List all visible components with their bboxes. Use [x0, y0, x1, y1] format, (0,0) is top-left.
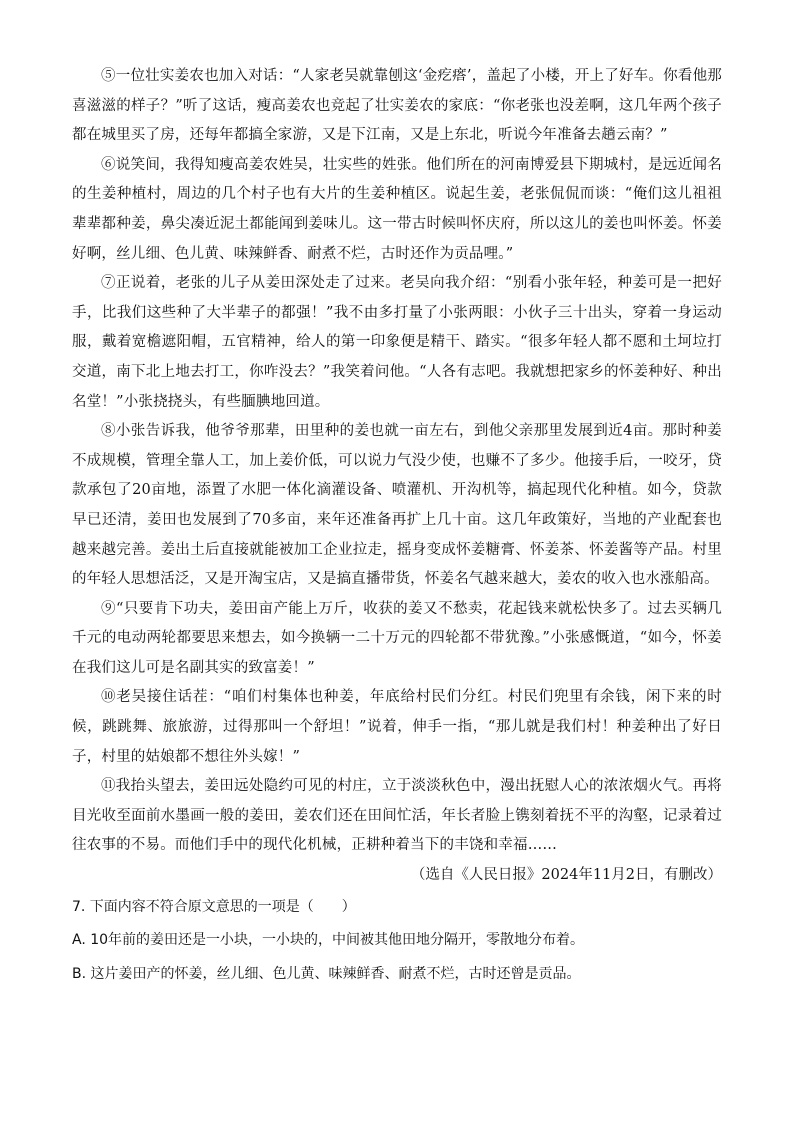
paragraph-5: ⑤一位壮实姜农也加入对话：“人家老吴就靠刨这‘金疙瘩’，盖起了小楼，开上了好车。你看他那喜滋滋的样子？”听了这话，瘦高姜农也竞起了壮实姜农的家底：“你老张也没差啊，这几年两个孩子都在城里买了房，还每年都搞全家游，又是下江南，又是上东北，听说今年准备去趟云南？”: [72, 68, 722, 144]
option-a: A. 10年前的姜田还是一小块，一小块的，中间被其他田地分隔开，零散地分布着。: [72, 931, 585, 948]
option-b: B. 这片姜田产的怀姜，丝儿细、色儿黄、味辣鲜香、耐煮不烂，古时还曾是贡品。: [72, 965, 581, 982]
paragraph-7: ⑦正说着，老张的儿子从姜田深处走了过来。老吴向我介绍：“别看小张年轻，种姜可是一把好手，比我们这些种了大半辈子的都强！”我不由多打量了小张两眼：小伙子三十出头，穿着一身运动服，戴着宽檐遮阳帽，五官精神，给人的第一印象便是精干、踏实。“很多年轻人都不愿和土坷垃打交道，南下北上地去打工，你咋没去？”我笑着问他。“人各有志吧。我就想把家乡的怀姜种好、种出名堂！”小张挠挠头，有些腼腆地回道。: [72, 275, 722, 410]
paragraph-8: ⑧小张告诉我，他爷爷那辈，田里种的姜也就一亩左右，到他父亲那里发展到近4亩。那时种姜不成规模，管理全靠人工，加上姜价低，可以说力气没少使，也赚不了多少。他接手后，一咬牙，贷款承包了20亩地，添置了水肥一体化滴灌设备、喷灌机、开沟机等，搞起现代化种植。如今，贷款早已还清，姜田也发展到了70多亩，来年还准备再扩上几十亩。这几年政策好，当地的产业配套也越来越完善。姜出土后直接就能被加工企业拉走，摇身变成怀姜糖膏、怀姜茶、怀姜酱等产品。村里的年轻人思想活泛，又是开淘宝店，又是搞直播带货，怀姜名气越来越大，姜农的收入也水涨船高。: [72, 423, 722, 588]
document-page: [72, 62, 722, 989]
paragraph-9: ⑨“只要肯下功夫，姜田亩产能上万斤，收获的姜又不愁卖，花起钱来就松快多了。过去买辆几千元的电动两轮都要思来想去，如今换辆一二十万元的四轮都不带犹豫。”小张感慨道，“如今，怀姜在我们这儿可是名副其实的致富姜！”: [72, 600, 722, 676]
paragraph-11: ⑪我抬头望去，姜田远处隐约可见的村庄，立于淡淡秋色中，漫出抚慰人心的浓浓烟火气。再将目光收至面前水墨画一般的姜田，姜农们还在田间忙活，年长者脸上镌刻着抚不平的沟壑，记录着过往农事的不易。而他们手中的现代化机械，正耕种着当下的丰饶和幸福……: [72, 778, 722, 854]
question-stem: 7. 下面内容不符合原文意思的一项是（ ）: [72, 898, 356, 915]
paragraph-10: ⑩老吴接住话茬：“咱们村集体也种姜，年底给村民们分红。村民们兜里有余钱，闲下来的时候，跳跳舞、旅旅游，过得那叫一个舒坦！”说着，伸手一指，“那儿就是我们村！种姜种出了好日子，村里的姑娘都不想往外头嫁！”: [72, 689, 722, 765]
article-source: （选自《人民日报》2024年11月2日，有删改）: [410, 867, 722, 884]
paragraph-6: ⑥说笑间，我得知瘦高姜农姓吴，壮实些的姓张。他们所在的河南博爱县下期城村，是远近闻名的生姜种植村，周边的几个村子也有大片的生姜种植区。说起生姜，老张侃侃而谈：“俺们这儿祖祖辈辈都种姜，鼻尖凑近泥土都能闻到姜味儿。这一带古时候叫怀庆府，所以这儿的姜也叫怀姜。怀姜好啊，丝儿细、色儿黄、味辣鲜香、耐煮不烂，古时还作为贡品哩。”: [72, 156, 722, 262]
